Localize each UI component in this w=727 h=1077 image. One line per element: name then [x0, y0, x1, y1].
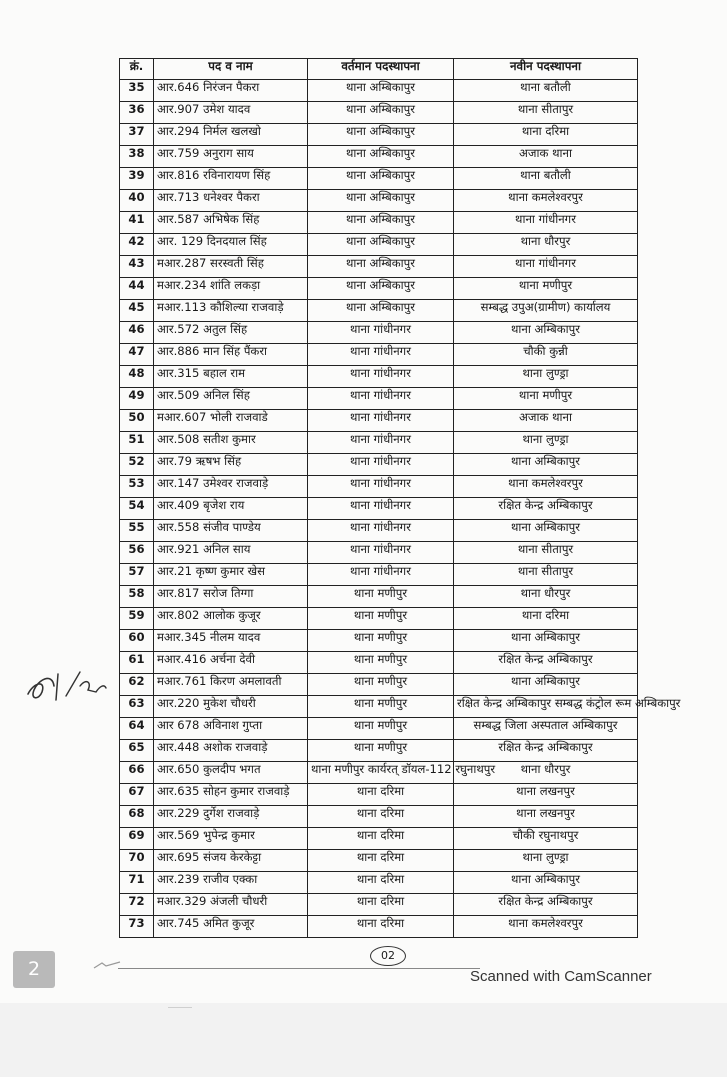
row-serial: 35 [120, 80, 154, 102]
row-name: आर.695 संजय केरकेट्टा [154, 850, 308, 872]
row-serial: 49 [120, 388, 154, 410]
row-current-posting: थाना गांधीनगर [308, 476, 454, 498]
table-row [120, 454, 638, 476]
table-row [120, 498, 638, 520]
row-name: मआर.416 अर्चना देवी [154, 652, 308, 674]
row-current-posting: थाना अम्बिकापुर [308, 102, 454, 124]
row-serial: 45 [120, 300, 154, 322]
row-serial: 57 [120, 564, 154, 586]
table-row [120, 344, 638, 366]
row-serial: 73 [120, 916, 154, 938]
row-new-posting: थाना गांधीनगर [454, 212, 638, 234]
row-current-posting: थाना मणीपुर [308, 630, 454, 652]
row-current-posting: थाना अम्बिकापुर [308, 212, 454, 234]
row-name: आर.21 कृष्ण कुमार खेस [154, 564, 308, 586]
table-row [120, 916, 638, 938]
table-row [120, 300, 638, 322]
table-row [120, 256, 638, 278]
transfer-table [119, 58, 681, 938]
row-new-posting: थाना कमलेश्वरपुर [454, 916, 638, 938]
row-new-posting: थाना कमलेश्वरपुर [454, 190, 638, 212]
row-new-posting: रक्षित केन्द्र अम्बिकापुर [454, 498, 638, 520]
table-row [120, 146, 638, 168]
table-row [120, 124, 638, 146]
row-serial: 68 [120, 806, 154, 828]
row-name: आर.817 सरोज तिग्गा [154, 586, 308, 608]
row-current-posting: थाना अम्बिकापुर [308, 168, 454, 190]
row-new-posting: थाना धौरपुर [454, 762, 638, 784]
row-serial: 51 [120, 432, 154, 454]
row-new-posting: थाना बतौली [454, 168, 638, 190]
table-row [120, 674, 638, 696]
table-header-row [120, 59, 638, 80]
row-current-posting: थाना मणीपुर [308, 718, 454, 740]
row-current-posting: थाना दरिमा [308, 806, 454, 828]
row-new-posting: थाना लखनपुर [454, 784, 638, 806]
page-number-mark: 02 [370, 946, 406, 966]
row-current-posting: थाना दरिमा [308, 828, 454, 850]
row-serial: 54 [120, 498, 154, 520]
table-row [120, 850, 638, 872]
bottom-divider [168, 1007, 192, 1008]
row-current-posting: थाना अम्बिकापुर [308, 80, 454, 102]
row-serial: 56 [120, 542, 154, 564]
table-row [120, 190, 638, 212]
row-new-posting: थाना लुण्ड्रा [454, 432, 638, 454]
table-row [120, 168, 638, 190]
row-name: आर.229 दुर्गेश राजवाड़े [154, 806, 308, 828]
row-new-posting: थाना अम्बिकापुर [454, 520, 638, 542]
row-serial: 62 [120, 674, 154, 696]
row-new-posting: थाना दरिमा [454, 608, 638, 630]
row-new-posting: थाना गांधीनगर [454, 256, 638, 278]
row-name: आर.886 मान सिंह पैंकरा [154, 344, 308, 366]
row-new-posting: अजाक थाना [454, 146, 638, 168]
row-name: आर.147 उमेश्वर राजवाड़े [154, 476, 308, 498]
row-name: आर.646 निरंजन पैकरा [154, 80, 308, 102]
row-new-posting: थाना धौरपुर [454, 234, 638, 256]
table-row [120, 322, 638, 344]
row-current-posting: थाना गांधीनगर [308, 564, 454, 586]
row-new-posting: थाना लखनपुर [454, 806, 638, 828]
scanner-watermark: Scanned with CamScanner [470, 968, 652, 985]
row-name: आर.713 धनेश्वर पैकरा [154, 190, 308, 212]
row-name: आर.558 संजीव पाण्डेय [154, 520, 308, 542]
row-new-posting: थाना सीतापुर [454, 542, 638, 564]
row-serial: 65 [120, 740, 154, 762]
header-current-posting: वर्तमान पदस्थापना [308, 59, 454, 80]
header-name: पद व नाम [154, 59, 308, 80]
table-row [120, 630, 638, 652]
row-new-posting: थाना सीतापुर [454, 564, 638, 586]
header-new-posting: नवीन पदस्थापना [454, 59, 638, 80]
row-name: आर.650 कुलदीप भगत [154, 762, 308, 784]
table-row [120, 696, 638, 718]
row-serial: 69 [120, 828, 154, 850]
row-name: मआर.234 शांति लकड़ा [154, 278, 308, 300]
row-serial: 44 [120, 278, 154, 300]
header-serial: क्रं. [120, 59, 154, 80]
row-current-posting: थाना गांधीनगर [308, 432, 454, 454]
row-name: आर.79 ऋषभ सिंह [154, 454, 308, 476]
table-row [120, 102, 638, 124]
row-current-posting: थाना दरिमा [308, 784, 454, 806]
table-row [120, 608, 638, 630]
row-serial: 72 [120, 894, 154, 916]
row-current-posting: थाना गांधीनगर [308, 322, 454, 344]
page-badge: 2 [13, 951, 55, 988]
row-serial: 61 [120, 652, 154, 674]
row-serial: 36 [120, 102, 154, 124]
row-serial: 47 [120, 344, 154, 366]
row-new-posting: अजाक थाना [454, 410, 638, 432]
row-current-posting: थाना अम्बिकापुर [308, 234, 454, 256]
row-serial: 53 [120, 476, 154, 498]
row-current-posting: थाना दरिमा [308, 850, 454, 872]
table-row [120, 366, 638, 388]
row-serial: 39 [120, 168, 154, 190]
row-serial: 52 [120, 454, 154, 476]
row-new-posting: थाना लुण्ड्रा [454, 850, 638, 872]
row-new-posting: चौकी कुन्नी [454, 344, 638, 366]
row-new-posting: रक्षित केन्द्र अम्बिकापुर [454, 740, 638, 762]
row-serial: 67 [120, 784, 154, 806]
row-new-posting: थाना अम्बिकापुर [454, 322, 638, 344]
row-serial: 37 [120, 124, 154, 146]
row-current-posting: थाना गांधीनगर [308, 520, 454, 542]
row-name: आर.745 अमित कुजूर [154, 916, 308, 938]
row-serial: 70 [120, 850, 154, 872]
row-current-posting: थाना गांधीनगर [308, 344, 454, 366]
row-new-posting: थाना अम्बिकापुर [454, 872, 638, 894]
row-new-posting: थाना अम्बिकापुर [454, 454, 638, 476]
row-new-posting: थाना कमलेश्वरपुर [454, 476, 638, 498]
row-new-posting: थाना मणीपुर [454, 278, 638, 300]
row-current-posting: थाना अम्बिकापुर [308, 190, 454, 212]
table-row [120, 586, 638, 608]
row-name: आर.635 सोहन कुमार राजवाड़े [154, 784, 308, 806]
row-name: आर.816 रविनारायण सिंह [154, 168, 308, 190]
row-name: मआर.329 अंजली चौधरी [154, 894, 308, 916]
row-new-posting: थाना अम्बिकापुर [454, 630, 638, 652]
row-name: आर 678 अविनाश गुप्ता [154, 718, 308, 740]
row-current-posting: थाना मणीपुर [308, 740, 454, 762]
row-name: आर.921 अनिल साय [154, 542, 308, 564]
table-row [120, 234, 638, 256]
row-name: मआर.761 किरण अमलावती [154, 674, 308, 696]
table-row [120, 388, 638, 410]
row-new-posting: रक्षित केन्द्र अम्बिकापुर [454, 652, 638, 674]
row-name: आर.759 अनुराग साय [154, 146, 308, 168]
row-new-posting: थाना सीतापुर [454, 102, 638, 124]
table-row [120, 278, 638, 300]
row-name: मआर.345 नीलम यादव [154, 630, 308, 652]
row-current-posting: थाना अम्बिकापुर [308, 300, 454, 322]
row-current-posting: थाना गांधीनगर [308, 498, 454, 520]
row-name: आर.409 बृजेश राय [154, 498, 308, 520]
row-current-posting: थाना अम्बिकापुर [308, 124, 454, 146]
table-row [120, 872, 638, 894]
row-name: आर.569 भुपेन्द्र कुमार [154, 828, 308, 850]
row-new-posting: सम्बद्ध उपुअ(ग्रामीण) कार्यालय [454, 300, 638, 322]
row-current-posting: थाना मणीपुर [308, 674, 454, 696]
row-serial: 48 [120, 366, 154, 388]
row-serial: 46 [120, 322, 154, 344]
table-row [120, 542, 638, 564]
row-name: आर. 129 दिनदयाल सिंह [154, 234, 308, 256]
row-current-posting: थाना मणीपुर [308, 586, 454, 608]
footer-tick-mark [92, 960, 122, 970]
row-new-posting: रक्षित केन्द्र अम्बिकापुर सम्बद्ध कंट्रोल रूम अम्बिकापुर [454, 696, 638, 718]
row-new-posting: रक्षित केन्द्र अम्बिकापुर [454, 894, 638, 916]
row-name: आर.572 अतुल सिंह [154, 322, 308, 344]
row-name: आर.802 आलोक कुजूर [154, 608, 308, 630]
row-current-posting: थाना गांधीनगर [308, 366, 454, 388]
row-current-posting: थाना दरिमा [308, 872, 454, 894]
row-serial: 66 [120, 762, 154, 784]
table-row [120, 476, 638, 498]
row-serial: 40 [120, 190, 154, 212]
row-name: मआर.287 सरस्वती सिंह [154, 256, 308, 278]
row-current-posting: थाना गांधीनगर [308, 410, 454, 432]
row-current-posting: थाना अम्बिकापुर [308, 146, 454, 168]
row-current-posting: थाना मणीपुर [308, 608, 454, 630]
table-row [120, 432, 638, 454]
row-serial: 64 [120, 718, 154, 740]
row-serial: 55 [120, 520, 154, 542]
row-name: आर.220 मुकेश चौधरी [154, 696, 308, 718]
table-row [120, 784, 638, 806]
row-name: आर.509 अनिल सिंह [154, 388, 308, 410]
row-serial: 42 [120, 234, 154, 256]
table-row [120, 212, 638, 234]
row-name: आर.508 सतीश कुमार [154, 432, 308, 454]
table-row [120, 652, 638, 674]
table-row [120, 718, 638, 740]
row-current-posting: थाना मणीपुर कार्यरत् डॉयल-112 रघुनाथपुर [308, 762, 454, 784]
row-serial: 63 [120, 696, 154, 718]
table-row [120, 520, 638, 542]
row-new-posting: चौकी रघुनाथपुर [454, 828, 638, 850]
row-current-posting: थाना मणीपुर [308, 652, 454, 674]
row-new-posting: थाना मणीपुर [454, 388, 638, 410]
row-new-posting: थाना बतौली [454, 80, 638, 102]
table-row [120, 740, 638, 762]
row-current-posting: थाना गांधीनगर [308, 388, 454, 410]
table-row [120, 894, 638, 916]
row-name: आर.448 अशोक राजवाड़े [154, 740, 308, 762]
table-row [120, 410, 638, 432]
table-row [120, 806, 638, 828]
table-row [120, 828, 638, 850]
row-serial: 50 [120, 410, 154, 432]
row-current-posting: थाना गांधीनगर [308, 454, 454, 476]
row-serial: 71 [120, 872, 154, 894]
row-current-posting: थाना मणीपुर [308, 696, 454, 718]
row-serial: 43 [120, 256, 154, 278]
row-name: मआर.607 भोली राजवाडे [154, 410, 308, 432]
handwritten-signature [24, 664, 108, 708]
row-current-posting: थाना दरिमा [308, 894, 454, 916]
table-body [120, 80, 681, 938]
row-serial: 60 [120, 630, 154, 652]
row-serial: 41 [120, 212, 154, 234]
table-row [120, 762, 638, 784]
row-current-posting: थाना दरिमा [308, 916, 454, 938]
row-name: आर.294 निर्मल खलखो [154, 124, 308, 146]
footer-rule [118, 968, 480, 969]
row-name: आर.587 अभिषेक सिंह [154, 212, 308, 234]
table-row [120, 80, 638, 102]
row-name: मआर.113 कौशिल्या राजवाड़े [154, 300, 308, 322]
row-current-posting: थाना अम्बिकापुर [308, 256, 454, 278]
row-name: आर.239 राजीव एक्का [154, 872, 308, 894]
row-new-posting: थाना दरिमा [454, 124, 638, 146]
row-name: आर.907 उमेश यादव [154, 102, 308, 124]
row-current-posting: थाना गांधीनगर [308, 542, 454, 564]
row-serial: 58 [120, 586, 154, 608]
row-name: आर.315 बहाल राम [154, 366, 308, 388]
row-new-posting: थाना अम्बिकापुर [454, 674, 638, 696]
row-current-posting: थाना अम्बिकापुर [308, 278, 454, 300]
table-row [120, 564, 638, 586]
row-new-posting: सम्बद्ध जिला अस्पताल अम्बिकापुर [454, 718, 638, 740]
row-serial: 59 [120, 608, 154, 630]
row-new-posting: थाना धौरपुर [454, 586, 638, 608]
row-new-posting: थाना लुण्ड्रा [454, 366, 638, 388]
row-serial: 38 [120, 146, 154, 168]
